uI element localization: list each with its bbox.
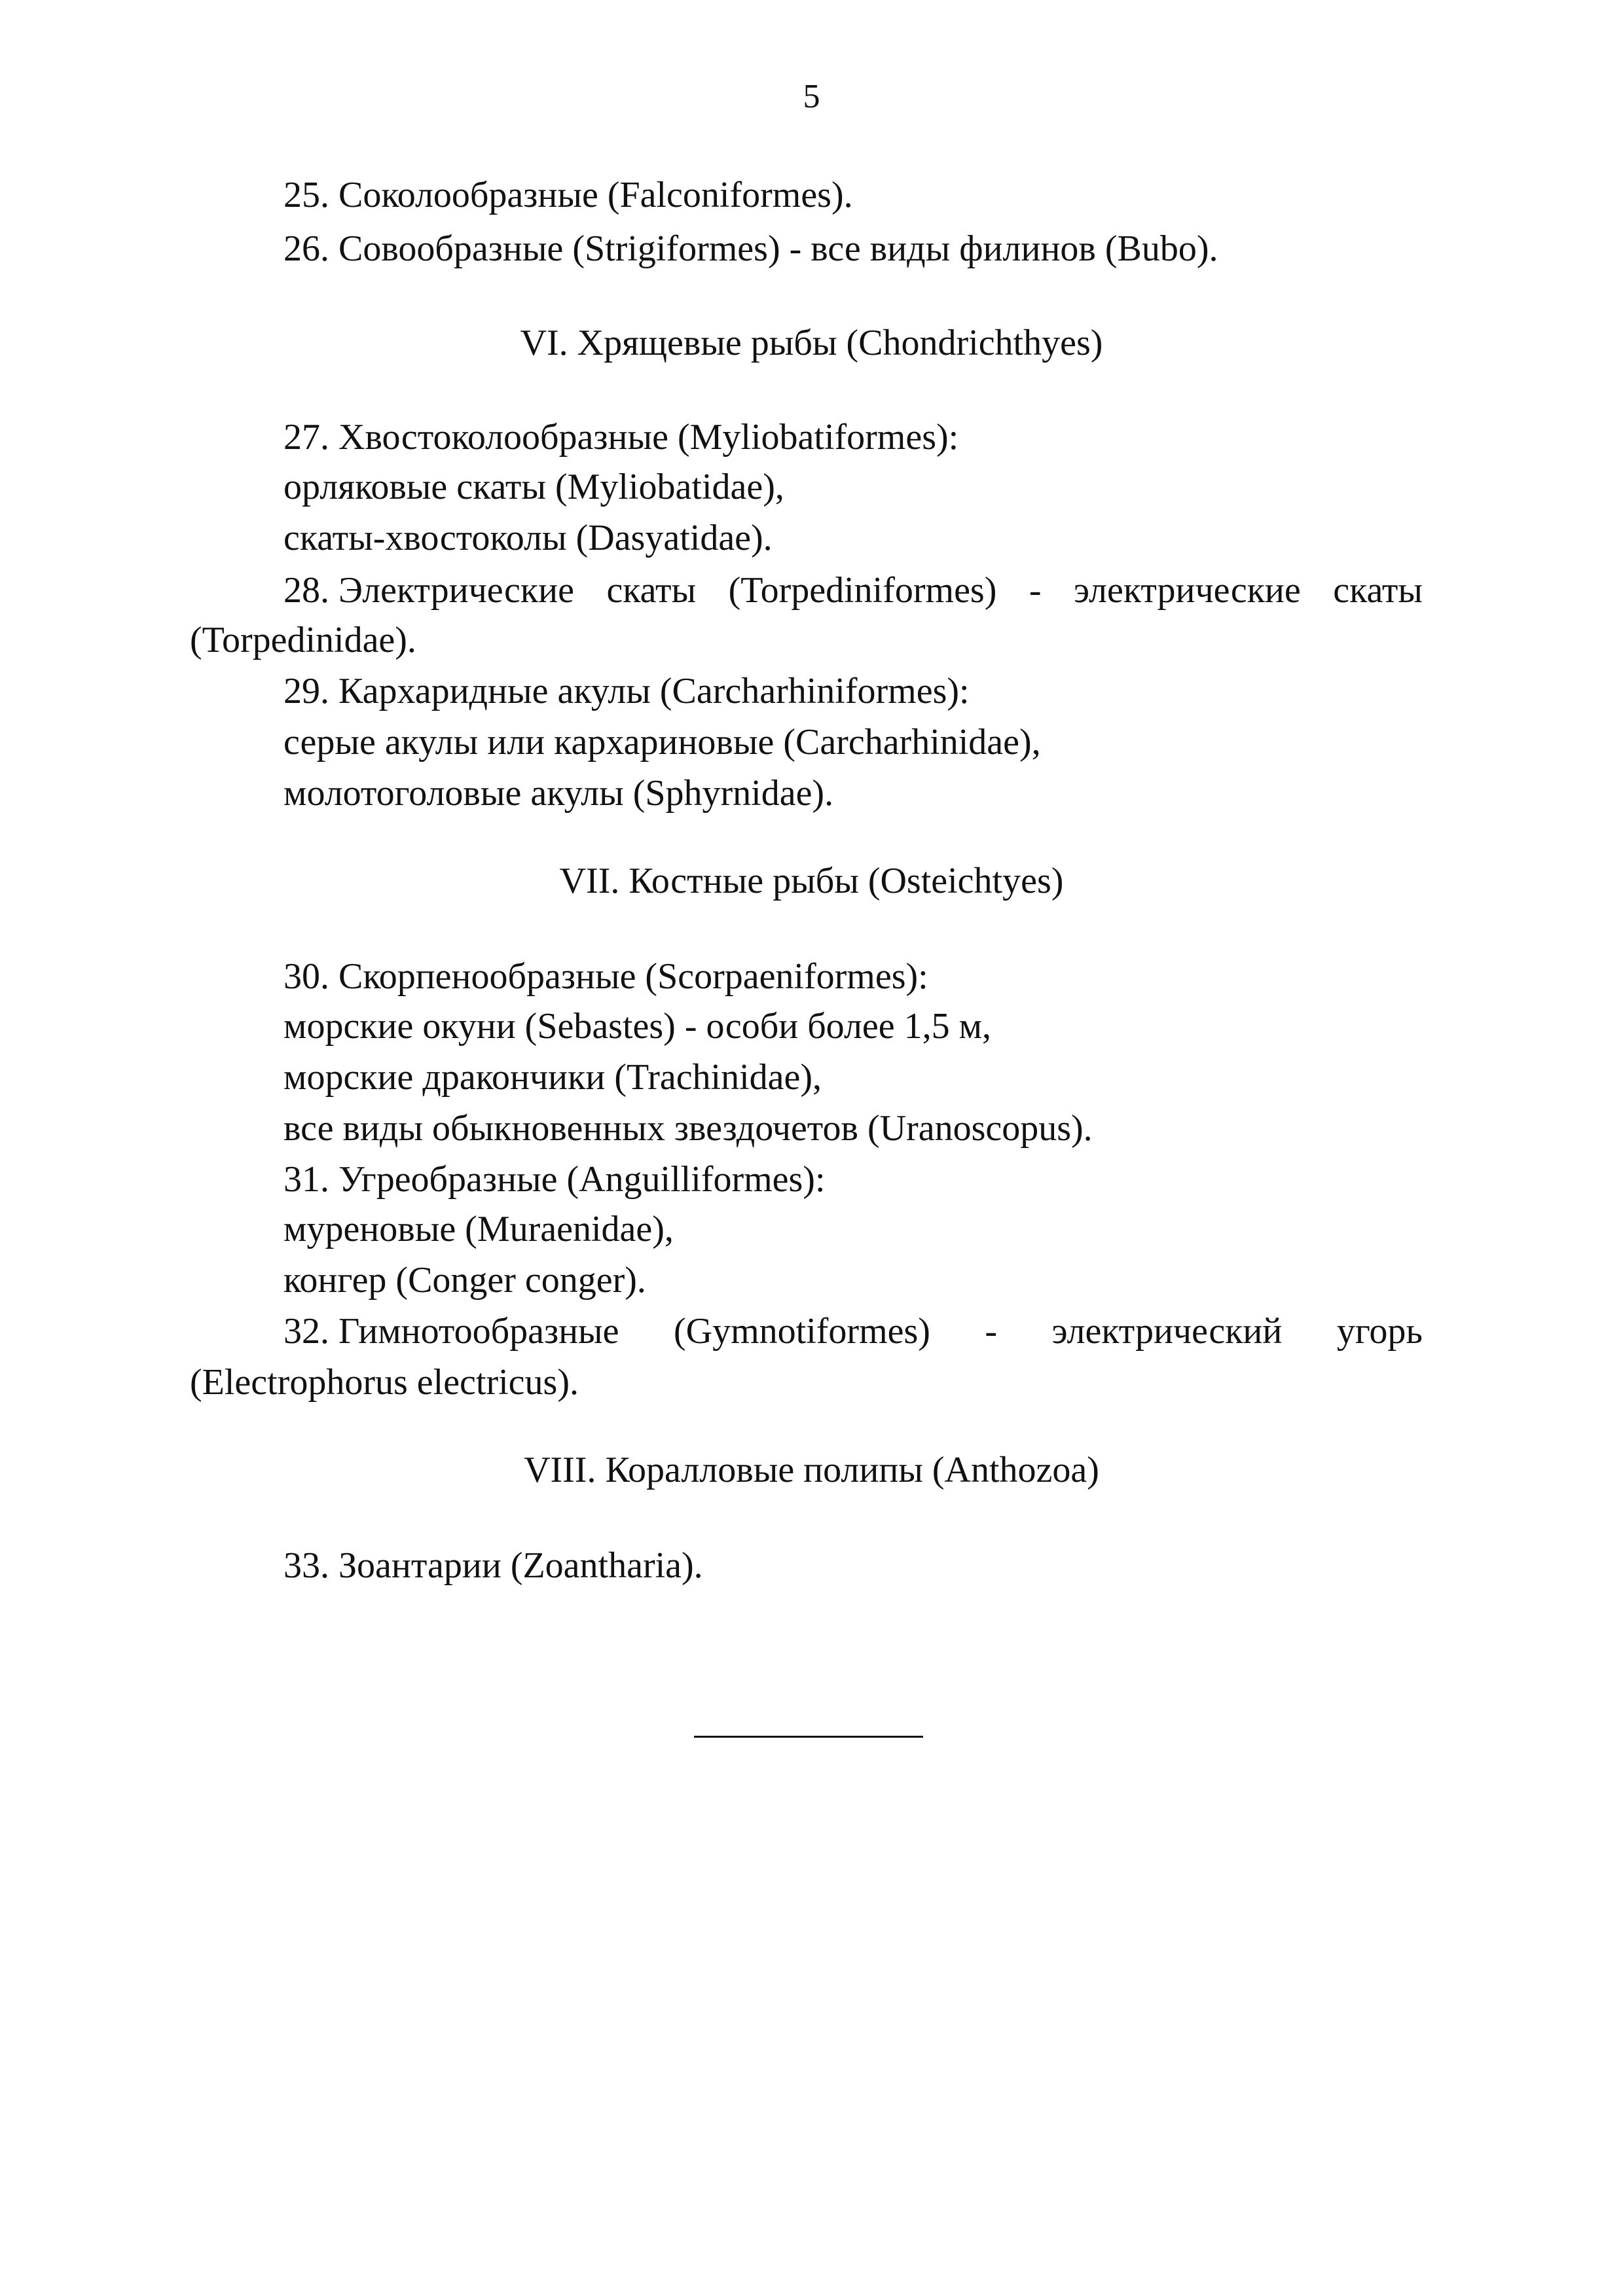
list-item-28	[283, 567, 1423, 614]
list-item-32-word: электрический	[1051, 1311, 1283, 1352]
list-item-32	[283, 1308, 1423, 1355]
section-heading-vii: VII. Костные рыбы (Osteichtyes)	[559, 861, 1064, 901]
list-item-32-word: -	[985, 1311, 998, 1352]
list-item-32-word: угорь	[1336, 1311, 1423, 1352]
list-item-30-sub-2: морские дракончики (Trachinidae),	[283, 1057, 822, 1098]
list-item-26: 26. Совообразные (Strigiformes) - все виды филинов (Bubo).	[283, 228, 1218, 269]
section-heading-viii: VIII. Коралловые полипы (Anthozoa)	[524, 1450, 1099, 1490]
list-item-28-word: -	[1029, 570, 1042, 611]
list-item-27-sub-2: скаты-хвостоколы (Dasyatidae).	[283, 518, 773, 558]
page-number: 5	[803, 78, 820, 115]
list-item-30-sub-1: морские окуни (Sebastes) - особи более 1,5 м,	[283, 1006, 992, 1047]
list-item-28-word: (Torpediniformes)	[728, 570, 997, 611]
list-item-32-word: (Gymnotiformes)	[674, 1311, 930, 1352]
list-item-30-sub-3: все виды обыкновенных звездочетов (Uranoscopus).	[283, 1108, 1093, 1149]
list-item-31-sub-2: конгер (Conger conger).	[283, 1260, 646, 1300]
list-item-28-continuation: (Torpedinidae).	[190, 620, 416, 660]
list-item-32-continuation: (Electrophorus electricus).	[190, 1362, 579, 1403]
section-heading-vi: VI. Хрящевые рыбы (Chondrichthyes)	[520, 323, 1103, 363]
end-rule-divider	[694, 1736, 923, 1738]
list-item-31: 31. Угреобразные (Anguilliformes):	[283, 1159, 826, 1200]
list-item-28-word: скаты	[1333, 570, 1423, 611]
list-item-32-word: 32. Гимнотообразные	[283, 1311, 619, 1352]
list-item-33: 33. Зоантарии (Zoantharia).	[283, 1545, 703, 1586]
list-item-29: 29. Кархаридные акулы (Carcharhiniformes):	[283, 671, 970, 711]
list-item-27-sub-1: орляковые скаты (Myliobatidae),	[283, 467, 784, 507]
list-item-29-sub-2: молотоголовые акулы (Sphyrnidae).	[283, 773, 834, 814]
list-item-28-word: электрические	[1074, 570, 1301, 611]
list-item-31-sub-1: муреновые (Muraenidae),	[283, 1209, 674, 1249]
list-item-28-word: 28. Электрические	[283, 570, 574, 611]
list-item-27: 27. Хвостоколообразные (Myliobatiformes):	[283, 417, 959, 457]
list-item-29-sub-1: серые акулы или кархариновые (Carcharhinidae),	[283, 722, 1041, 762]
list-item-30: 30. Скорпенообразные (Scorpaeniformes):	[283, 956, 928, 997]
list-item-25: 25. Соколообразные (Falconiformes).	[283, 175, 853, 215]
list-item-28-word: скаты	[606, 570, 697, 611]
